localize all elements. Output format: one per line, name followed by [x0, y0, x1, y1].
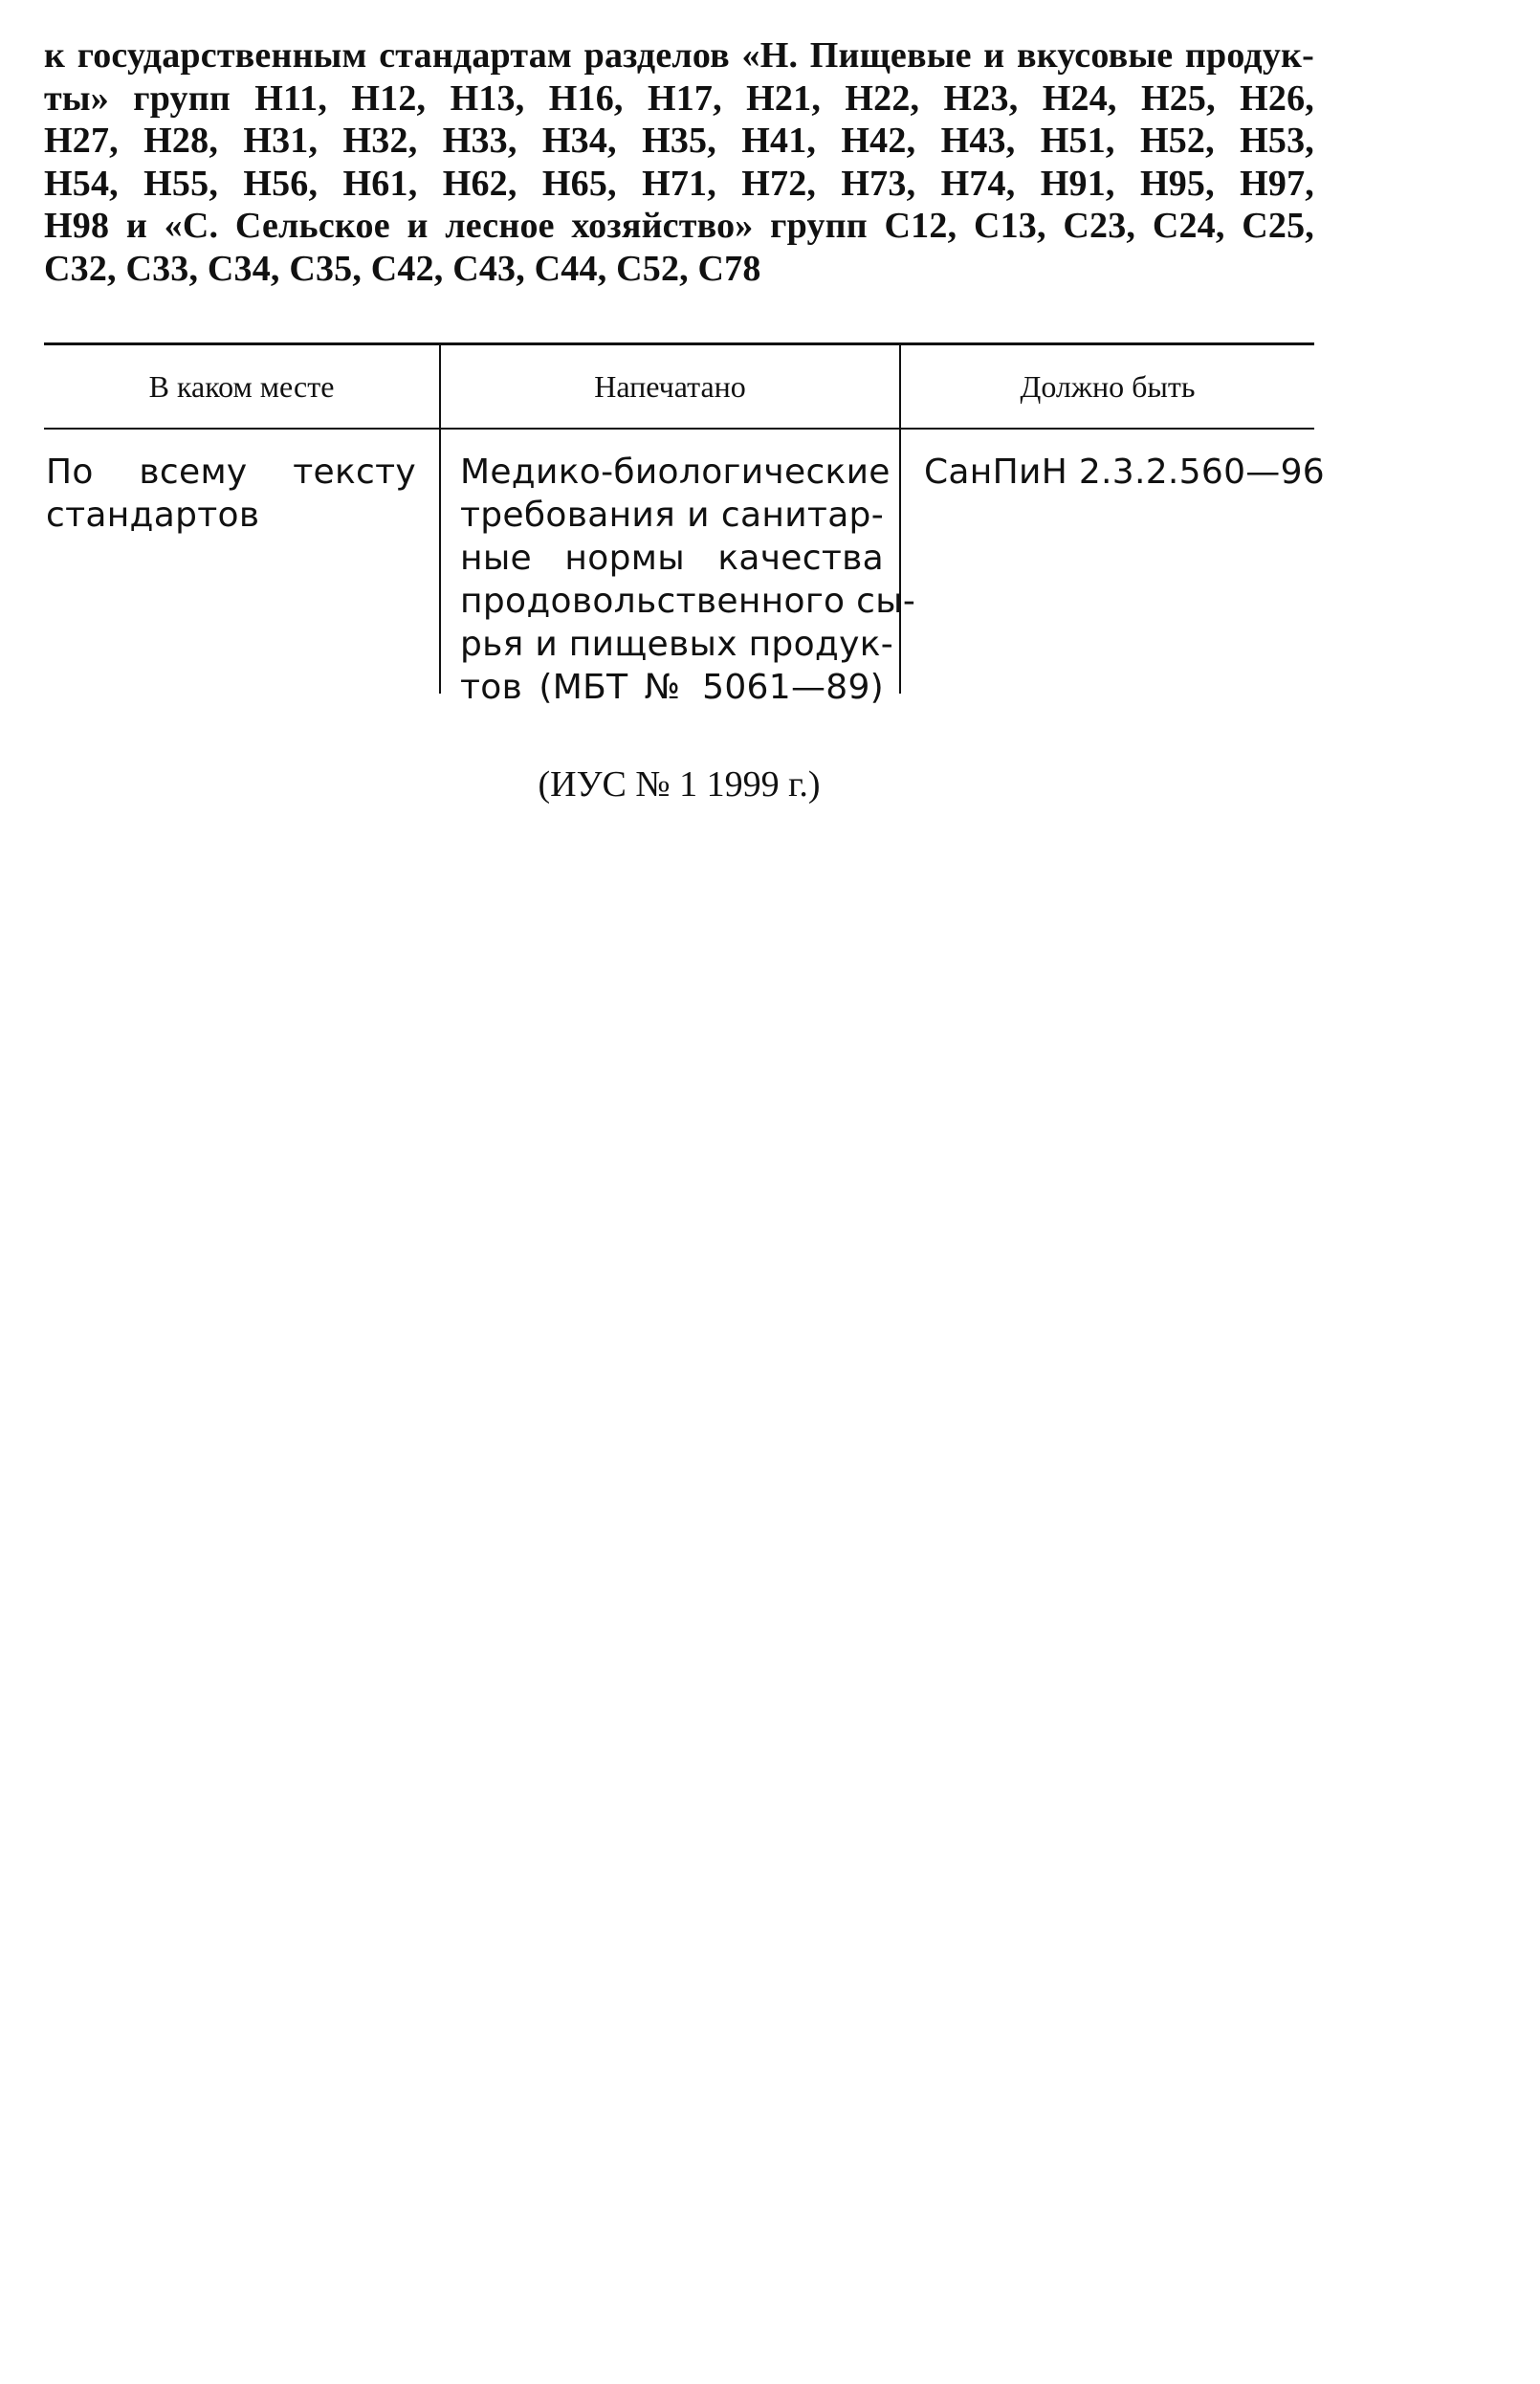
cell-printed-line: продовольственного сы- — [460, 582, 916, 621]
cell-printed-line: ные нормы качества — [460, 539, 884, 578]
cell-printed — [440, 429, 916, 707]
column-header-should-be: Должно быть — [900, 344, 1314, 430]
cell-where — [44, 429, 440, 694]
cell-should-be-text: СанПиН 2.3.2.560—96 — [924, 453, 1325, 492]
cell-printed-line: рья и пищевых продук- — [460, 625, 894, 664]
table-row — [44, 429, 1314, 694]
column-header-printed: Напечатано — [440, 344, 900, 430]
cell-printed-line: тов (МБТ № 5061—89) — [460, 668, 884, 707]
column-header-where: В каком месте — [44, 344, 440, 430]
source-note: (ИУС № 1 1999 г.) — [538, 764, 821, 805]
cell-where-line: стандартов — [46, 496, 260, 535]
cell-printed-line: Медико-биологические — [460, 453, 891, 492]
document-heading — [44, 34, 1314, 290]
document-page — [44, 34, 1325, 805]
heading-line: С32, С33, С34, С35, С42, С43, С44, С52, С78 — [44, 248, 761, 289]
cell-printed-line: требования и санитар- — [460, 496, 884, 535]
heading-line: к государственным стандартам разделов «Н. Пищевые и вкусовые продук- — [44, 35, 1314, 76]
table-header-row — [44, 344, 1314, 430]
errata-table — [44, 342, 1325, 707]
cell-where-line: По всему тексту — [46, 453, 416, 492]
cell-should-be — [900, 429, 1325, 694]
heading-line: Н54, Н55, Н56, Н61, Н62, Н65, Н71, Н72, Н73, Н74, Н91, Н95, Н97, — [44, 163, 1314, 204]
heading-line: ты» групп Н11, Н12, Н13, Н16, Н17, Н21, Н22, Н23, Н24, Н25, Н26, — [44, 77, 1314, 119]
heading-line: Н27, Н28, Н31, Н32, Н33, Н34, Н35, Н41, Н42, Н43, Н51, Н52, Н53, — [44, 121, 1314, 161]
heading-line: Н98 и «С. Сельское и лесное хозяйство» групп С12, С13, С23, С24, С25, — [44, 206, 1314, 246]
